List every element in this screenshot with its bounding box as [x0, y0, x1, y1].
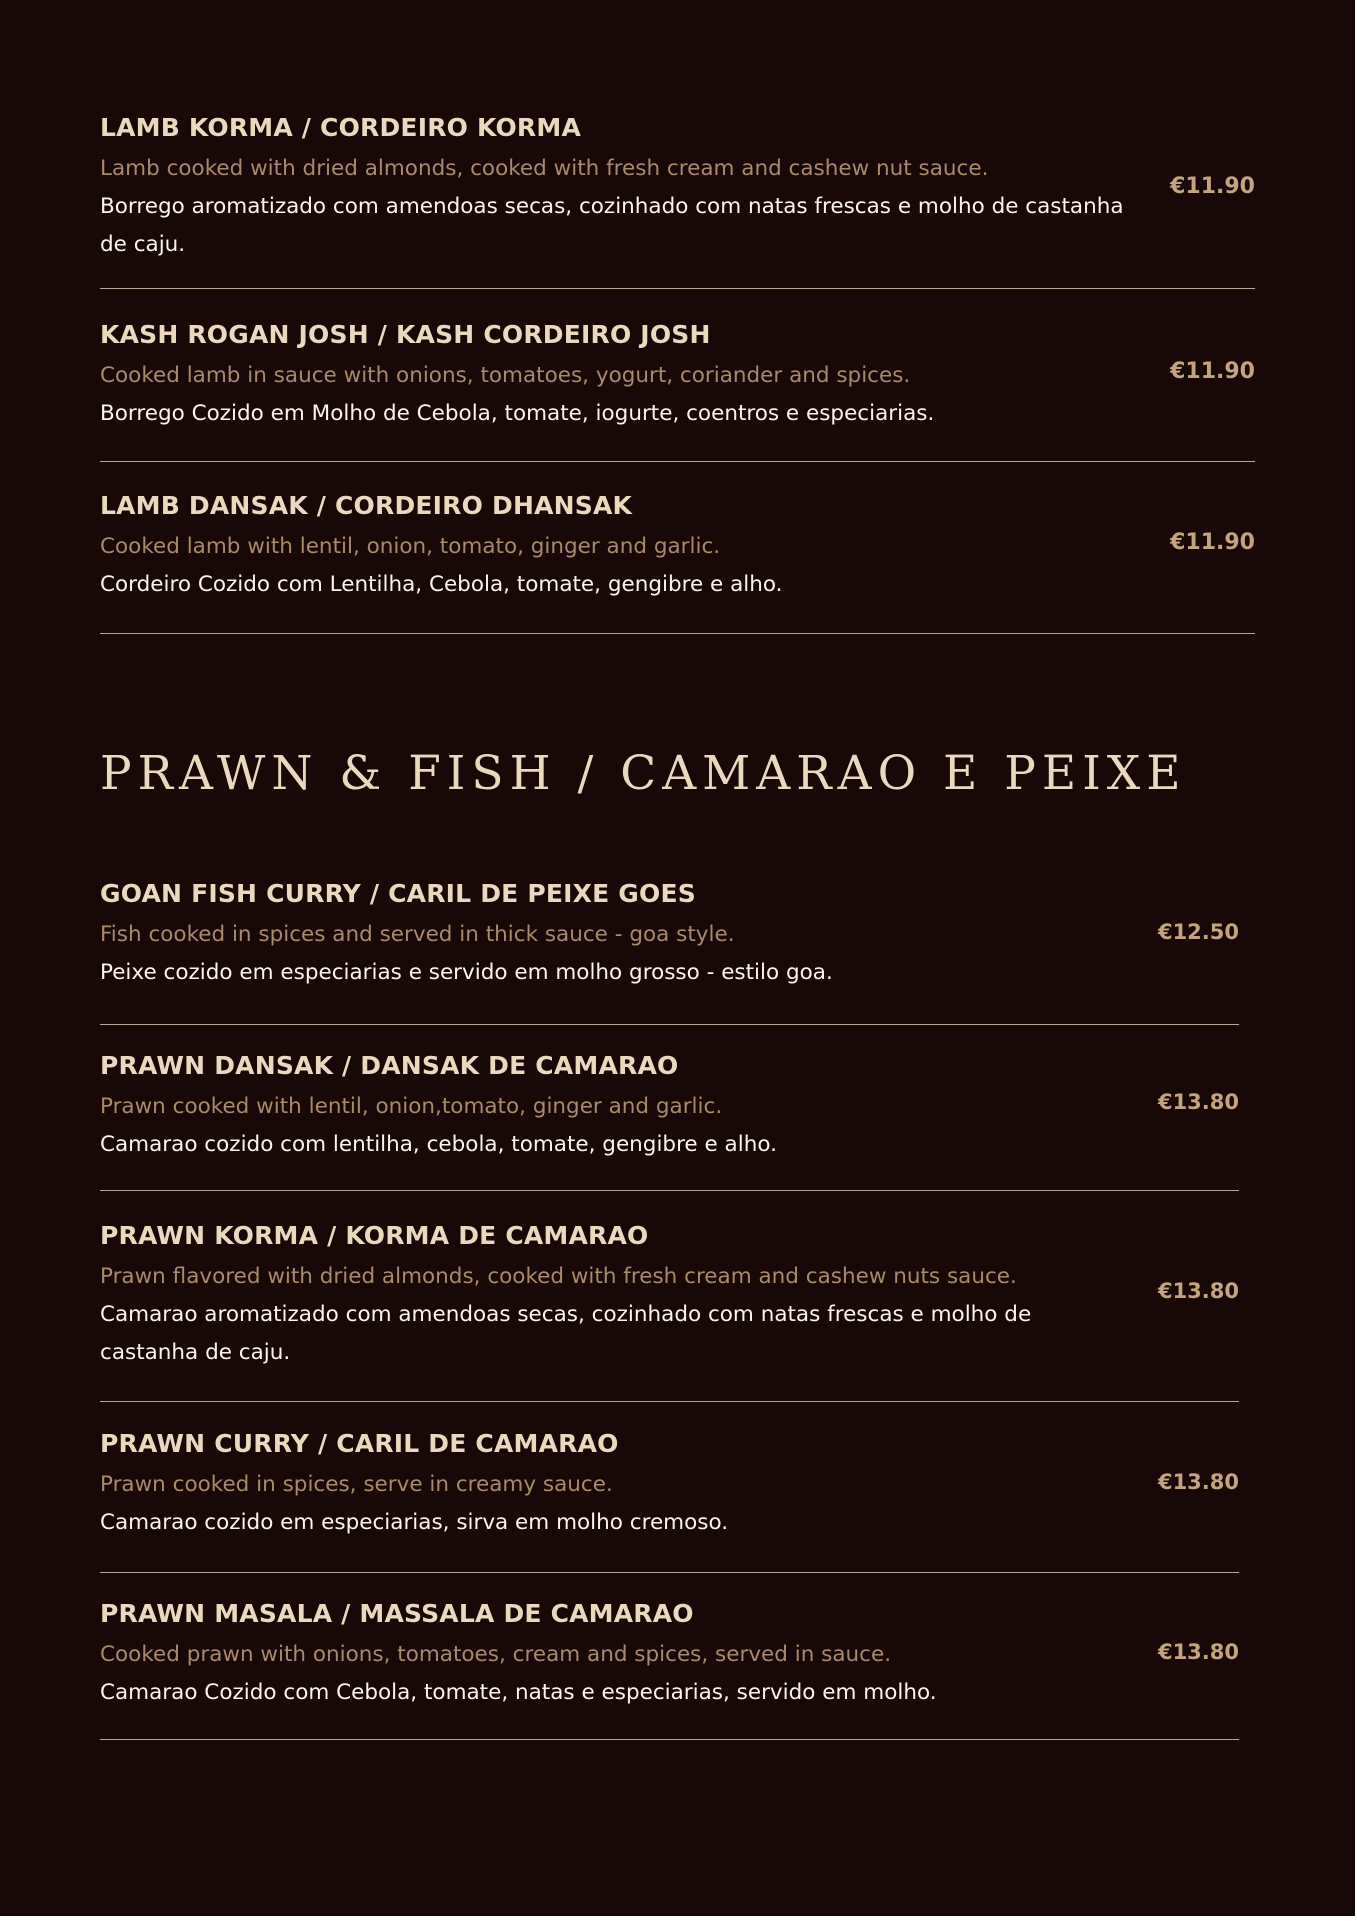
item-description-en: Cooked lamb in sauce with onions, tomatoes, yogurt, coriander and spices.: [100, 363, 911, 388]
item-price: €13.80: [1157, 1090, 1239, 1114]
item-name: KASH ROGAN JOSH / KASH CORDEIRO JOSH: [100, 320, 711, 349]
item-name: PRAWN DANSAK / DANSAK DE CAMARAO: [100, 1051, 679, 1080]
menu-item: [100, 1592, 1239, 1740]
item-price: €11.90: [1170, 530, 1255, 555]
menu-item: [100, 106, 1255, 289]
item-description-pt: Borrego aromatizado com amendoas secas, cozinhado com natas frescas e molho de castanha de caju.: [100, 194, 1124, 257]
item-description-en: Cooked lamb with lentil, onion, tomato, ginger and garlic.: [100, 534, 721, 559]
section-title: PRAWN & FISH / CAMARAO E PEIXE: [100, 746, 1187, 801]
item-description-pt: Borrego Cozido em Molho de Cebola, tomate, iogurte, coentros e especiarias.: [100, 401, 935, 426]
item-description-en: Prawn cooked with lentil, onion,tomato, ginger and garlic.: [100, 1094, 723, 1119]
item-name: PRAWN KORMA / KORMA DE CAMARAO: [100, 1221, 649, 1250]
item-description-en: Fish cooked in spices and served in thick sauce - goa style.: [100, 922, 735, 947]
item-price: €13.80: [1157, 1279, 1239, 1303]
item-description-pt: Camarao Cozido com Cebola, tomate, natas e especiarias, servido em molho.: [100, 1680, 937, 1705]
menu-item: [100, 484, 1255, 634]
menu-item: [100, 1044, 1239, 1191]
item-price: €12.50: [1157, 920, 1239, 944]
item-description-pt: Camarao cozido em especiarias, sirva em molho cremoso.: [100, 1510, 729, 1535]
item-price: €11.90: [1170, 359, 1255, 384]
item-description-en: Cooked prawn with onions, tomatoes, cream and spices, served in sauce.: [100, 1642, 892, 1667]
menu-item: [100, 1214, 1239, 1402]
item-description-pt: Cordeiro Cozido com Lentilha, Cebola, tomate, gengibre e alho.: [100, 572, 783, 597]
item-description-en: Prawn cooked in spices, serve in creamy sauce.: [100, 1472, 613, 1497]
item-name: PRAWN MASALA / MASSALA DE CAMARAO: [100, 1599, 694, 1628]
item-description-pt: Camarao cozido com lentilha, cebola, tomate, gengibre e alho.: [100, 1132, 777, 1157]
menu-item: [100, 313, 1255, 462]
item-description-pt: Camarao aromatizado com amendoas secas, cozinhado com natas frescas e molho de castanha de caju.: [100, 1302, 1032, 1365]
menu-item: [100, 1422, 1239, 1573]
item-name: PRAWN CURRY / CARIL DE CAMARAO: [100, 1429, 619, 1458]
item-name: LAMB KORMA / CORDEIRO KORMA: [100, 113, 581, 142]
item-description-pt: Peixe cozido em especiarias e servido em molho grosso - estilo goa.: [100, 960, 833, 985]
menu-item: [100, 872, 1239, 1025]
item-price: €13.80: [1157, 1640, 1239, 1664]
item-description-en: Prawn flavored with dried almonds, cooked with fresh cream and cashew nuts sauce.: [100, 1264, 1017, 1289]
item-name: LAMB DANSAK / CORDEIRO DHANSAK: [100, 491, 633, 520]
item-description-en: Lamb cooked with dried almonds, cooked with fresh cream and cashew nut sauce.: [100, 156, 989, 181]
item-price: €13.80: [1157, 1470, 1239, 1494]
item-name: GOAN FISH CURRY / CARIL DE PEIXE GOES: [100, 879, 696, 908]
item-price: €11.90: [1170, 174, 1255, 199]
